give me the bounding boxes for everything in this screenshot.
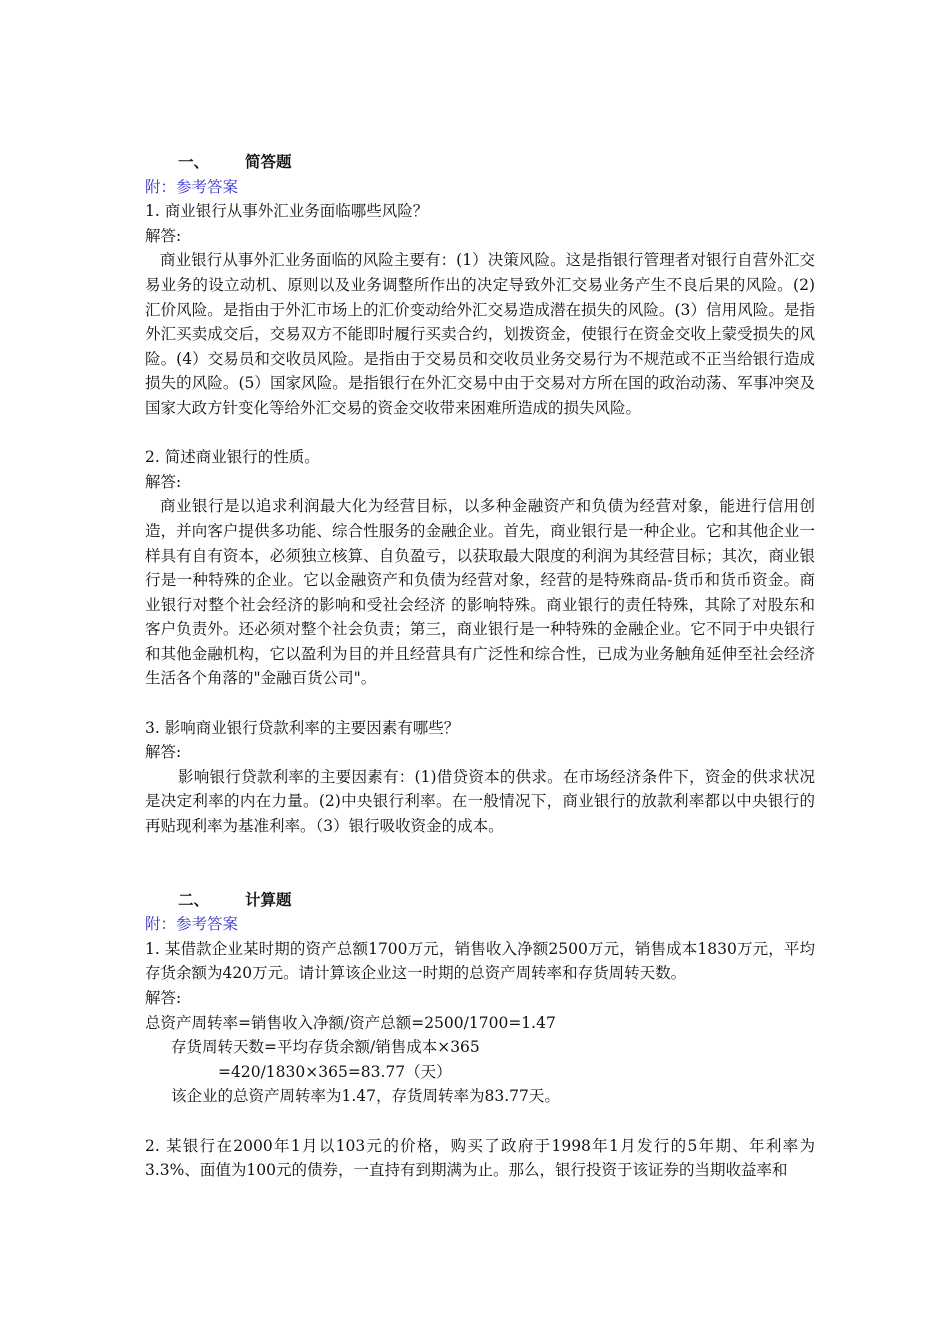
spacer — [145, 691, 815, 716]
section2-heading — [145, 888, 815, 913]
spacer — [145, 421, 815, 446]
s1-q3-answer: 影响银行贷款利率的主要因素有：(1)借贷资本的供求。在市场经济条件下，资金的供求状况是决定利率的内在力量。(2)中央银行利率。在一般情况下，商业银行的放款利率都以中央银行的再贴现利率为基准利率。（3）银行吸收资金的成本。 — [145, 767, 815, 836]
section1-title: 简答题 — [245, 152, 292, 171]
spacer — [145, 839, 815, 888]
s1-q1-question: 1. 商业银行从事外汇业务面临哪些风险？ — [145, 202, 429, 221]
s1-q1-answer: 商业银行从事外汇业务面临的风险主要有：(1）决策风险。这是指银行管理者对银行自营外汇交易业务的设立动机、原则以及业务调整所作出的决定导致外汇交易业务产生不良后果的风险。(2)汇价风险。是指由于外汇市场上的汇价变动给外汇交易造成潜在损失的风险。(3）信用风险。是指外汇买卖成交后，交易双方不能即时履行买卖合约，划拨资金，使银行在资金交收上蒙受损失的风险。(4）交易员和交收员风险。是指由于交易员和交收员业务交易行为不规范或不正当给银行造成损失的风险。(5）国家风险。是指银行在外汇交易中由于交易对方所在国的政治动荡、军事冲突及国家大政方针变化等给外汇交易的资金交收带来困难所造成的损失风险。 — [145, 251, 815, 417]
s2-q1-conclusion: 该企业的总资产周转率为1.47，存货周转率为83.77天。 — [171, 1087, 560, 1106]
s2-q1-answer-label: 解答: — [145, 989, 182, 1007]
s2-q1-calc-line-3: =420/1830×365=83.77（天） — [218, 1062, 452, 1081]
s1-q1-answer-label: 解答: — [145, 226, 182, 245]
s1-q2-answer-label: 解答: — [145, 472, 182, 491]
section2-number: 二、 — [178, 889, 210, 909]
spacer — [145, 1109, 815, 1134]
s2-q2-question: 2. 某银行在2000年1月以103元的价格，购买了政府于1998年1月发行的5年期、年利率为3.3%、面值为100元的债券，一直持有到期满为止。那么，银行投资于该证券的当期收益率和 — [145, 1136, 815, 1180]
section1-ref-label: 附：参考答案 — [145, 177, 239, 196]
s2-q1-calc-line-2: 存货周转天数=平均存货余额/销售成本×365 — [171, 1038, 480, 1057]
s2-q1-calc-line-1: 总资产周转率=销售收入净额/资产总额=2500/1700=1.47 — [145, 1013, 556, 1032]
section1-number: 一、 — [178, 152, 210, 171]
s1-q2-answer: 商业银行是以追求利润最大化为经营目标，以多种金融资产和负债为经营对象，能进行信用创造，并向客户提供多功能、综合性服务的金融企业。首先，商业银行是一种企业。它和其他企业一样具有自有资本，必须独立核算、自负盈亏，以获取最大限度的利润为其经营目标；其次，商业银行是一种特殊的企业。它以金融资产和负债为经营对象，经营的是特殊商品-货币和货币资金。商业银行对整个社会经济的影响和受社会经济 的影响特殊。商业银行的责任特殊，其除了对股东和客户负责外。还必须对整个社会负责；第三，商业银行是一种特殊的金融企业。它不同于中央银行和其他金融机构，它以盈利为目的并且经营具有广泛性和综合性，已成为业务触角延伸至社会经济生活各个角落的"金融百货公司"。 — [145, 497, 815, 688]
section2-ref-label: 附：参考答案 — [145, 915, 239, 934]
s1-q3-answer-label: 解答: — [145, 743, 182, 762]
s1-q2-question: 2. 简述商业银行的性质。 — [145, 448, 320, 467]
s2-q1-question: 1. 某借款企业某时期的资产总额1700万元，销售收入净额2500万元，销售成本1830万元，平均存货余额为420万元。请计算该企业这一时期的总资产周转率和存货周转天数。 — [145, 939, 815, 983]
document-page — [145, 150, 815, 1183]
s1-q3-question: 3. 影响商业银行贷款利率的主要因素有哪些？ — [145, 718, 460, 737]
section2-title: 计算题 — [245, 889, 292, 909]
section1-heading — [145, 150, 815, 175]
